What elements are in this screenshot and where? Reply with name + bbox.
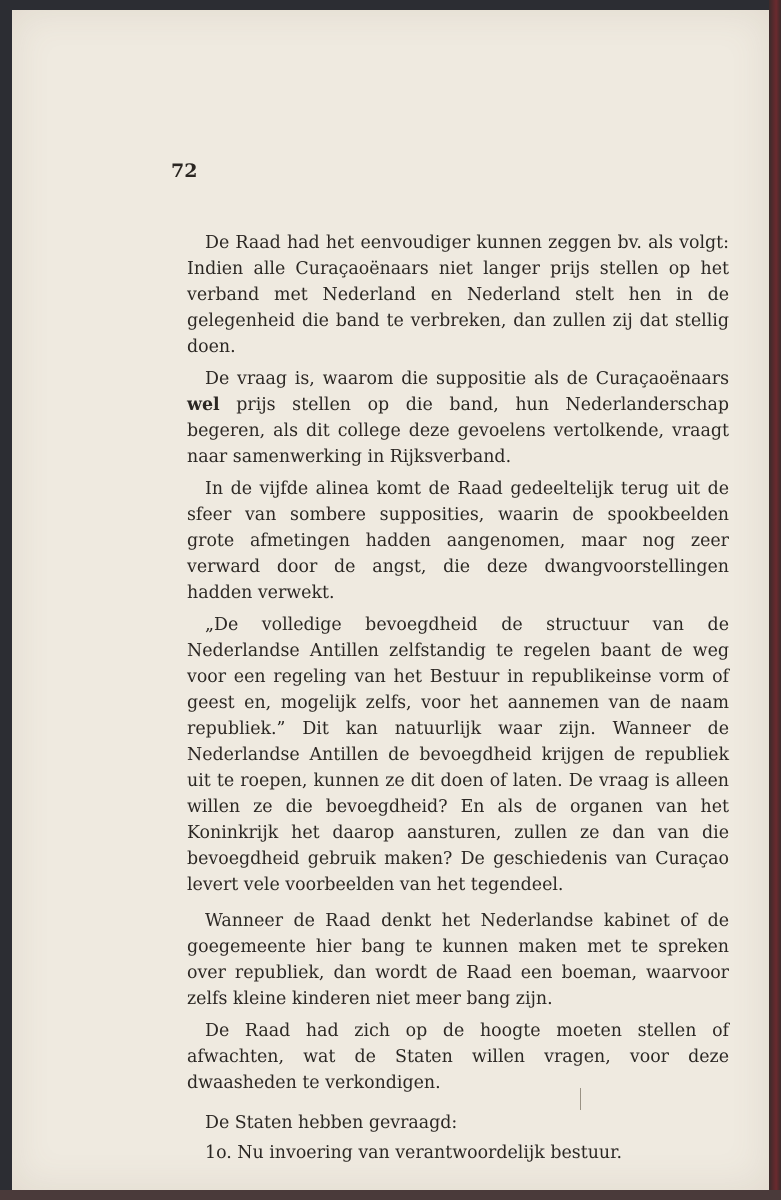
paper-mark: [580, 1088, 581, 1110]
paragraph-5-text: Wanneer de Raad denkt het Nederlandse kabinet of de goegemeente hier bang te kunnen maken met te spreken over republiek, dan wordt de Raad een boeman, waarvoor zelfs kleine kinderen niet meer bang zijn.: [187, 911, 729, 1009]
page-bottom-edge: [0, 1190, 781, 1200]
closing-line-1: De Staten hebben gevraagd:: [205, 1113, 458, 1133]
closing-line-2: 1o. Nu invoering van verantwoordelijk bestuur.: [205, 1143, 623, 1163]
paragraph-4: [187, 612, 729, 898]
paragraph-5: [187, 908, 729, 1012]
paragraph-1-text: De Raad had het eenvoudiger kunnen zeggen bv. als volgt: Indien alle Curaçaoënaars niet langer prijs stellen op het verband met Nederland en Nederland stelt hen in de gelegenheid die band te verbreken, dan zullen zij dat stellig doen.: [187, 233, 729, 357]
paragraph-6-text: De Raad had zich op de hoogte moeten stellen of afwachten, wat de Staten willen vragen, voor deze dwaasheden te verkondigen.: [187, 1021, 729, 1093]
paragraph-2: [187, 366, 729, 470]
paragraph-3: [187, 476, 729, 606]
paragraph-3-text: In de vijfde alinea komt de Raad gedeeltelijk terug uit de sfeer van sombere supposities, waarin de spookbeelden grote afmetingen hadden aangenomen, maar nog zeer verward door de angst, die deze dwangvoorstellingen hadden verwekt.: [187, 479, 729, 603]
paragraph-6: [187, 1018, 729, 1096]
paragraph-4-text: „De volledige bevoegdheid de structuur van de Nederlandse Antillen zelfstandig te regelen baant de weg voor een regeling van het Bestuur in republikeinse vorm of geest en, mogelijk zelfs, voor het aannemen van de naam republiek.” Dit kan natuurlijk waar zijn. Wanneer de Nederlandse Antillen de bevoegdheid krijgen de republiek uit te roepen, kunnen ze dit doen of laten. De vraag is alleen willen ze die bevoegdheid? En als de organen van het Koninkrijk het daarop aansturen, zullen ze dan van die bevoegdheid gebruik maken? De geschiedenis van Curaçao levert vele voorbeelden van het tegendeel.: [187, 615, 729, 895]
body-text: [187, 230, 729, 1172]
paragraph-2-text-start: De vraag is, waarom die suppositie als de Curaçaoënaars: [205, 369, 729, 389]
paragraph-2-bold-word: wel: [187, 395, 220, 415]
book-spine: [769, 0, 781, 1200]
paragraph-2-text-end: prijs stellen op die band, hun Nederlanderschap begeren, als dit college deze gevoelens vertolkende, vraagt naar samenwerking in Rijksverband.: [187, 395, 729, 467]
page-number: 72: [171, 160, 198, 182]
paragraph-1: [187, 230, 729, 360]
